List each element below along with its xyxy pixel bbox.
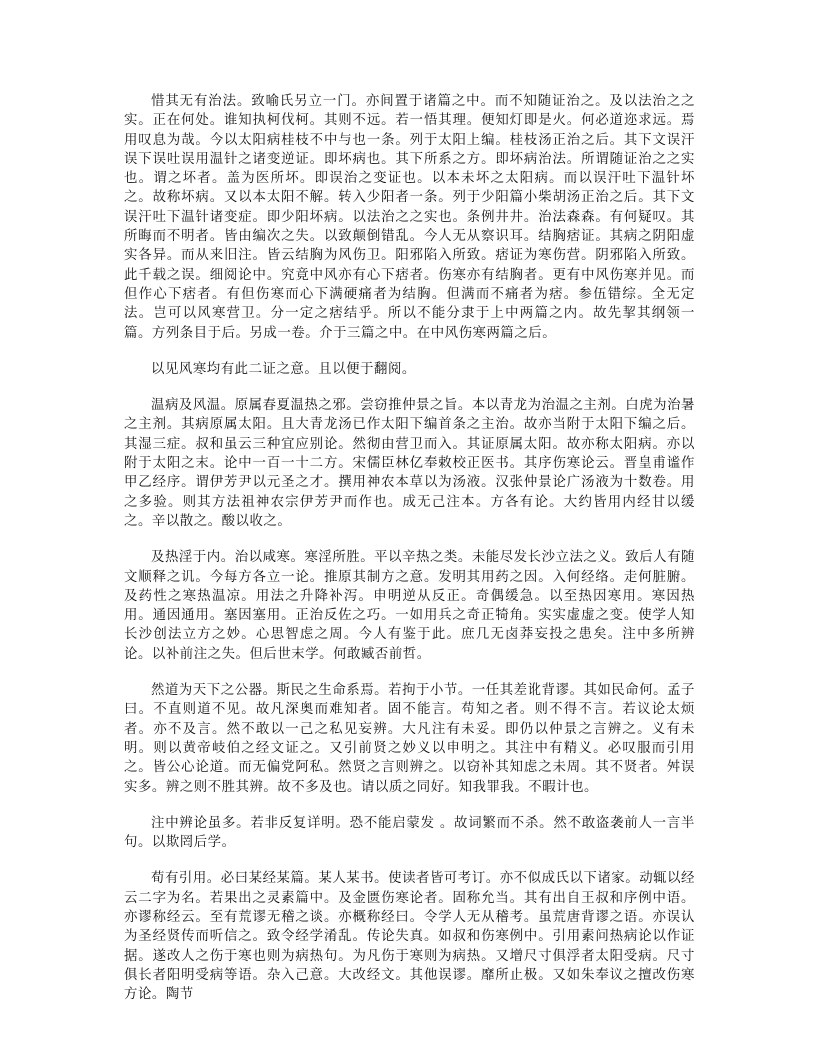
paragraph: 温病及风温。原属春夏温热之邪。尝窃推仲景之旨。本以青龙为治温之主剂。白虎为治暑之主剂。其病原属太阳。且大青龙汤已作太阳下编首条之主治。故亦当附于太阳下编之后。其湿三症。叔和虽云三种宜应别论。然彻由营卫而入。其证原属太阳。故亦称太阳病。亦以附于太阳之末。论中一百一十二方。宋儒臣林亿奉敕校正医书。其序伤寒论云。晋皇甫谧作甲乙经序。谓伊芳尹以元圣之才。撰用神农本草以为汤液。汉张仲景论广汤液为十数卷。用之多验。则其方法祖神农宗伊芳尹而作也。成无己注本。方各有论。大约皆用内经甘以缓之。辛以散之。酸以收之。: [124, 398, 695, 529]
document-page: [124, 92, 695, 1021]
paragraph: 惜其无有治法。致喻氏另立一门。亦间置于诸篇之中。而不知随证治之。及以法治之之实。正在何处。谁知执柯伐柯。其则不远。若一悟其理。便知灯即是火。何必道迩求远。焉用叹息为哉。今以太阳病桂枝不中与也一条。列于太阳上编。桂枝汤正治之后。其下文误汗误下误吐误用温针之诸变逆证。即坏病也。其下所系之方。即坏病治法。所谓随证治之之实也。谓之坏者。盖为医所坏。即误治之变证也。以本未坏之太阳病。而以误汗吐下温针坏之。故称坏病。又以本太阳不解。转入少阳者一条。列于少阳篇小柴胡汤正治之后。其下文误汗吐下温针诸变症。即少阳坏病。以法治之之实也。条例井井。治法森森。有何疑叹。其所晦而不明者。皆由编次之失。以致颠倒错乱。今人无从察识耳。结胸痞证。其病之阴阳虚实各异。而从来旧注。皆云结胸为风伤卫。阳邪陷入所致。痞证为寒伤营。阴邪陷入所致。此千载之误。细阅论中。究竟中风亦有心下痞者。伤寒亦有结胸者。更有中风伤寒并见。而但作心下痞者。有但伤寒而心下满硬痛者为结胸。但满而不痛者为痞。参伍错综。全无定法。岂可以风寒营卫。分一定之痞结乎。所以不能分隶于上中两篇之内。故先挈其纲领一篇。方列条目于后。另成一卷。介于三篇之中。在中风伤寒两篇之后。: [124, 94, 695, 341]
paragraph: 及热淫于内。治以咸寒。寒淫所胜。平以辛热之类。未能尽发长沙立法之义。致后人有随文顺释之讥。今每方各立一论。推原其制方之意。发明其用药之因。入何经络。走何脏腑。及药性之寒热温凉。用法之升降补泻。申明逆从反正。奇偶缓急。以至热因寒用。寒因热用。通因通用。塞因塞用。正治反佐之巧。一如用兵之奇正犄角。实实虚虚之变。使学人知长沙创法立方之妙。心思智虑之周。今人有鉴于此。庶几无卤莽妄投之患矣。注中多所辨论。以补前注之失。但后世末学。何敢臧否前哲。: [124, 550, 695, 662]
paragraph: 注中辨论虽多。若非反复详明。恐不能启蒙发 。故词繁而不杀。然不敢盗袭前人一言半句。以欺罔后学。: [124, 815, 695, 851]
paragraph: 然道为天下之公器。斯民之生命系焉。若拘于小节。一任其差讹背谬。其如民命何。孟子曰。不直则道不见。故凡深奥而难知者。固不能言。苟知之者。则不得不言。若议论太烦者。亦不及言。然不敢以一己之私见妄辨。大凡注有未妥。即仍以仲景之言辨之。义有未明。则以黄帝岐伯之经文证之。又引前贤之妙义以申明之。其注中有精义。必叹服而引用之。皆公心论道。而无偏党阿私。然贤之言则辨之。以窃补其知虑之未周。其不贤者。舛误实多。辨之则不胜其辨。故不多及也。请以质之同好。知我罪我。不暇计也。: [124, 683, 695, 795]
paragraph: 以见风寒均有此二证之意。且以便于翻阅。: [151, 361, 416, 377]
paragraph: 荀有引用。必曰某经某篇。某人某书。使读者皆可考订。亦不似成氏以下诸家。动辄以经云二字为名。若果出之灵素篇中。及金匮伤寒论者。固称允当。其有出自王叔和序例中语。亦谬称经云。至有荒谬无稽之谈。亦概称经曰。令学人无从稽考。虽荒唐背谬之语。亦误认为圣经贤传而听信之。致令经学淆乱。传论失真。如叔和伤寒例中。引用素问热病论以作证据。遂改人之伤于寒也则为病热句。为凡伤于寒则为病热。又增尺寸俱浮者太阳受病。尺寸俱长者阳明受病等语。杂入己意。大改经文。其他误谬。靡所止极。又如朱奉议之擅改伤寒方论。陶节: [124, 871, 695, 1003]
